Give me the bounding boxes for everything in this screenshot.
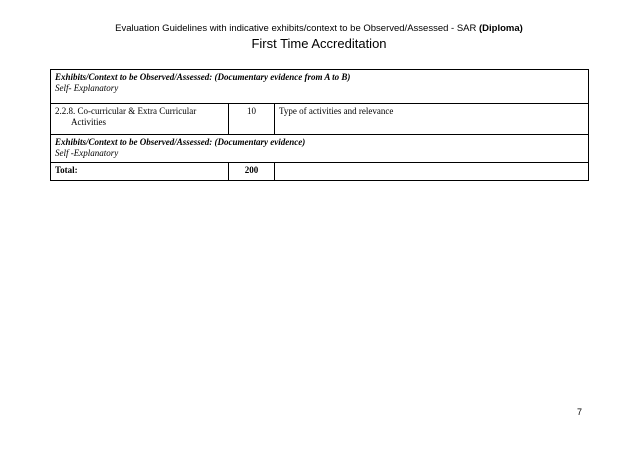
total-label-cell: Total: (51, 163, 229, 181)
total-row (51, 163, 589, 181)
exhibit-subtitle-1: Self- Explanatory (55, 83, 119, 93)
criterion-label-cell (51, 104, 229, 135)
exhibit-cell-2 (51, 135, 589, 163)
criterion-row (51, 104, 589, 135)
header-title-bold: (Diploma) (479, 23, 523, 34)
evaluation-table (50, 69, 589, 181)
exhibit-row-1 (51, 70, 589, 104)
exhibit-row-2 (51, 135, 589, 163)
criterion-marks-cell: 10 (229, 104, 275, 135)
exhibit-title-2: Exhibits/Context to be Observed/Assessed: (Documentary evidence) (55, 137, 306, 147)
exhibit-title-1: Exhibits/Context to be Observed/Assessed: (Documentary evidence from A to B) (55, 72, 351, 82)
header-title-text: Evaluation Guidelines with indicative exhibits/context to be Observed/Assessed - SAR (115, 23, 479, 34)
total-description-cell (275, 163, 589, 181)
header-title (0, 23, 638, 35)
criterion-label-line2: Activities (71, 117, 106, 127)
page-header (0, 23, 638, 51)
criterion-description-cell: Type of activities and relevance (275, 104, 589, 135)
exhibit-subtitle-2: Self -Explanatory (55, 148, 119, 158)
total-marks-cell: 200 (229, 163, 275, 181)
exhibit-cell-1 (51, 70, 589, 104)
header-subtitle: First Time Accreditation (251, 36, 387, 51)
page-number: 7 (577, 407, 583, 417)
criterion-label-line1: 2.2.8. Co-curricular & Extra Curricular (55, 106, 197, 116)
